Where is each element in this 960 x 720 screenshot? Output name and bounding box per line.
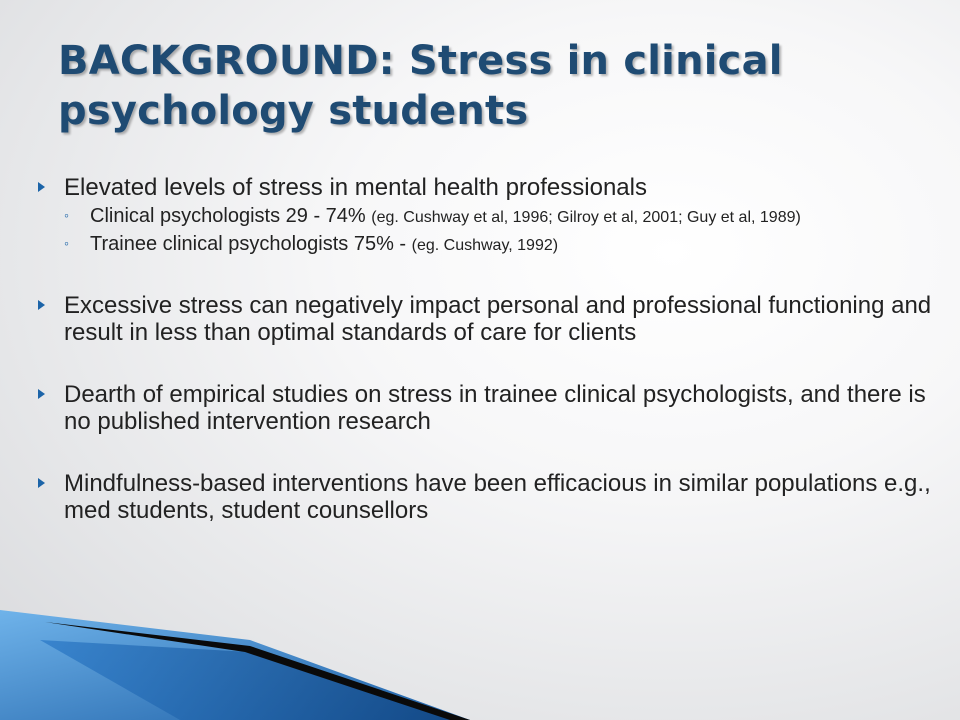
ring-icon: ◦ [64, 235, 69, 251]
bullet-text: Dearth of empirical studies on stress in trainee clinical psychologists, and there is no published intervention research [64, 381, 926, 435]
bullet-item [38, 174, 938, 257]
sub-bullet-text [90, 205, 938, 229]
bullet-item [38, 292, 938, 346]
sub-bullet-item [64, 205, 938, 229]
bullet-item [38, 470, 938, 524]
sub-bullet-main: Trainee clinical psychologists 75% - [90, 233, 412, 255]
black-swoosh [45, 622, 470, 720]
bullet-text: Excessive stress can negatively impact personal and professional functioning and result in less than optimal standards of care for clients [64, 292, 932, 346]
sub-bullet-main: Clinical psychologists 29 - 74% [90, 205, 372, 227]
sub-bullet-item [64, 233, 938, 257]
blue-wedge-dark [40, 640, 470, 720]
ring-icon: ◦ [64, 207, 69, 223]
bullet-list [38, 174, 938, 524]
triangle-right-icon [38, 389, 45, 399]
sub-bullet-citation: (eg. Cushway et al, 1996; Gilroy et al, 2001; Guy et al, 1989) [371, 209, 801, 226]
bullet-text: Mindfulness-based interventions have been efficacious in similar populations e.g., med students, student counsellors [64, 470, 931, 524]
triangle-right-icon [38, 478, 45, 488]
bullet-text: Elevated levels of stress in mental health professionals [64, 174, 647, 201]
blue-wedge [0, 610, 470, 720]
bullet-item [38, 381, 938, 435]
sub-bullet-citation: (eg. Cushway, 1992) [411, 237, 559, 254]
slide-title: BACKGROUND: Stress in clinical psychology students [58, 38, 783, 134]
triangle-right-icon [38, 300, 45, 310]
triangle-right-icon [38, 182, 45, 192]
sub-bullet-text [90, 233, 938, 257]
